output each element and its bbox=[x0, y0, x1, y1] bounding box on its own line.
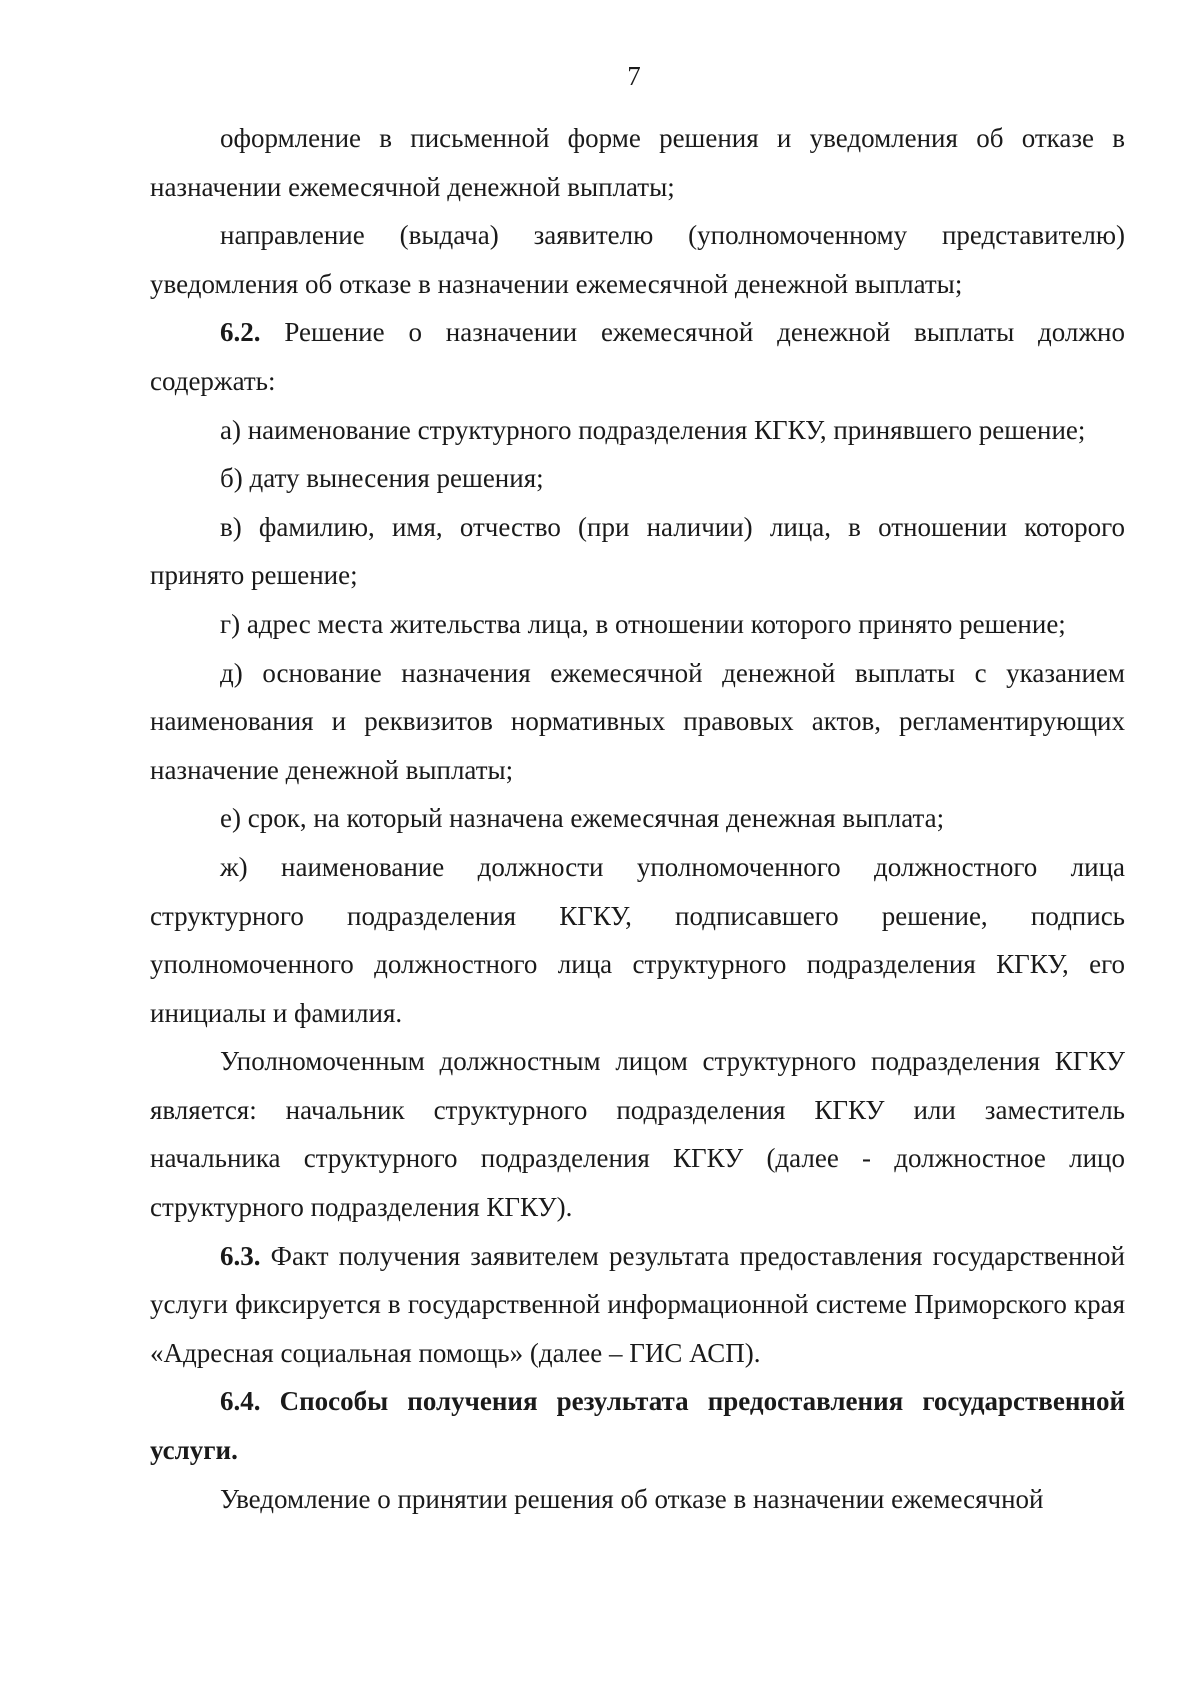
list-item-d bbox=[150, 649, 1125, 795]
heading-text: 6.4. Способы получения результата предоставления государственной услуги. bbox=[150, 1386, 1125, 1466]
document-body bbox=[150, 114, 1125, 1523]
paragraph-6-3 bbox=[150, 1232, 1125, 1378]
paragraph-text: д) основание назначения ежемесячной денежной выплаты с указанием наименования и реквизитов нормативных правовых актов, регламентирующих назначение денежной выплаты; bbox=[150, 657, 1125, 785]
paragraph-text: Решение о назначении ежемесячной денежной выплаты должно содержать: bbox=[150, 317, 1125, 396]
paragraph-text: г) адрес места жительства лица, в отношении которого принято решение; bbox=[220, 608, 1066, 639]
list-item-zh bbox=[150, 843, 1125, 1037]
paragraph-text: ж) наименование должности уполномоченного должностного лица структурного подразделения КГКУ, подписавшего решение, подпись уполномоченного должностного лица структурного подразделения КГКУ, его инициалы и фамилия. bbox=[150, 851, 1125, 1028]
paragraph-formalization bbox=[150, 114, 1125, 211]
paragraph-text: направление (выдача) заявителю (уполномоченному представителю) уведомления об отказе в назначении ежемесячной денежной выплаты; bbox=[150, 220, 1125, 299]
paragraph-text: оформление в письменной форме решения и уведомления об отказе в назначении ежемесячной денежной выплаты; bbox=[150, 123, 1125, 202]
list-item-b bbox=[150, 454, 1125, 503]
paragraph-text: Уведомление о принятии решения об отказе в назначении ежемесячной bbox=[220, 1483, 1044, 1514]
paragraph-text: а) наименование структурного подразделения КГКУ, принявшего решение; bbox=[220, 414, 1086, 445]
paragraph-notification-delivery bbox=[150, 211, 1125, 308]
list-item-v bbox=[150, 503, 1125, 600]
paragraph-text: б) дату вынесения решения; bbox=[220, 463, 544, 494]
paragraph-text: в) фамилию, имя, отчество (при наличии) лица, в отношении которого принято решение; bbox=[150, 511, 1125, 591]
paragraph-text: Факт получения заявителем результата предоставления государственной услуги фиксируется в государственной информационной системе Приморского края «Адресная социальная помощь» (далее – ГИС АСП). bbox=[150, 1240, 1125, 1368]
paragraph-6-2 bbox=[150, 308, 1125, 405]
clause-number: 6.3. bbox=[220, 1240, 261, 1271]
clause-number: 6.2. bbox=[220, 317, 261, 348]
section-heading-6-4 bbox=[150, 1377, 1125, 1474]
paragraph-notification bbox=[150, 1475, 1125, 1524]
page-number: 7 bbox=[627, 61, 641, 91]
list-item-a bbox=[150, 406, 1125, 455]
list-item-e bbox=[150, 794, 1125, 843]
paragraph-text: Уполномоченным должностным лицом структурного подразделения КГКУ является: начальник структурного подразделения КГКУ или заместитель начальника структурного подразделения КГКУ (далее - должностное лицо структурного подразделения КГКУ). bbox=[150, 1046, 1125, 1223]
paragraph-authorized-official bbox=[150, 1037, 1125, 1231]
paragraph-text: е) срок, на который назначена ежемесячная денежная выплата; bbox=[220, 803, 945, 834]
list-item-g bbox=[150, 600, 1125, 649]
